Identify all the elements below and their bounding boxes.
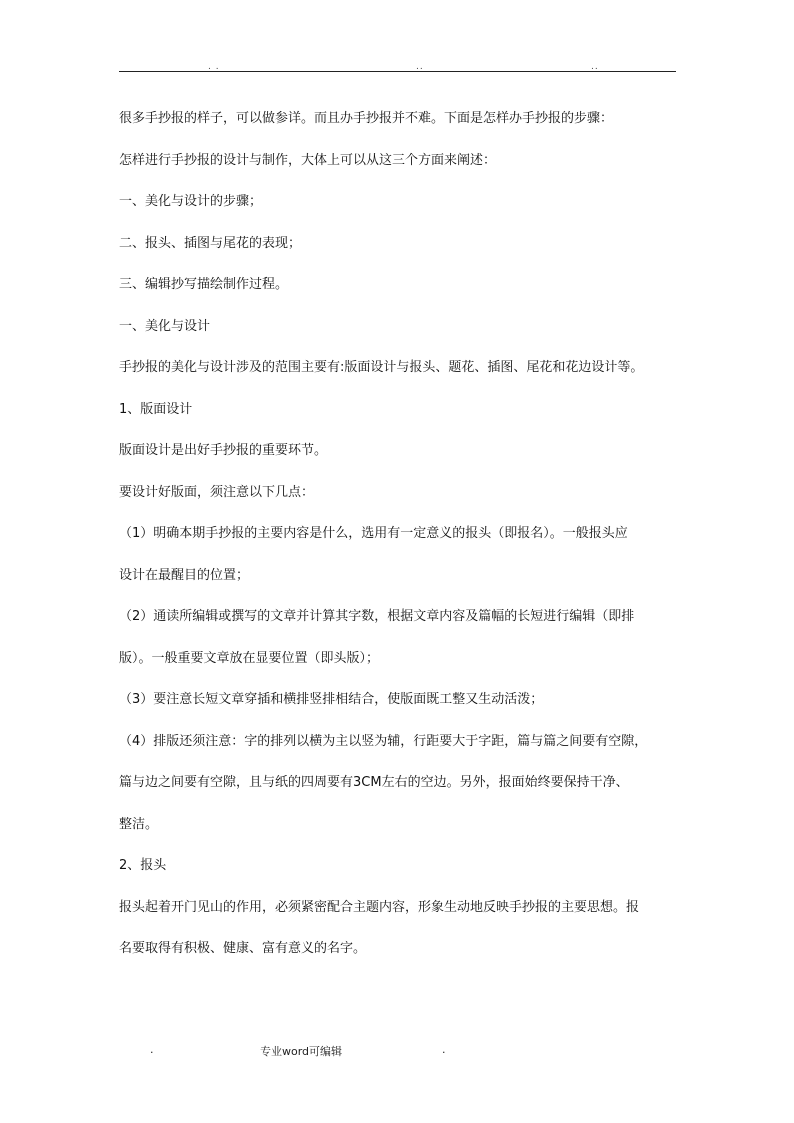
- subsection-heading-masthead: 2、报头: [119, 858, 167, 873]
- paragraph-design-scope: 手抄报的美化与设计涉及的范围主要有:版面设计与报头、题花、插图、尾花和花边设计等。: [119, 360, 644, 375]
- list-item-step-3: 三、编辑抄写描绘制作过程。: [119, 277, 289, 292]
- paragraph-point-1a: （1）明确本期手抄报的主要内容是什么，选用有一定意义的报头（即报名）。一般报头应: [119, 526, 628, 541]
- paragraph-point-1b: 设计在最醒目的位置；: [119, 568, 250, 583]
- header-dots-right: ..: [591, 62, 599, 72]
- header-dots-center: ..: [416, 62, 424, 72]
- list-item-step-1: 一、美化与设计的步骤；: [119, 194, 263, 209]
- paragraph-point-4a: （4）排版还须注意：字的排列以横为主以竖为辅，行距要大于字距，篇与篇之间要有空隙，: [119, 734, 648, 749]
- paragraph-intro: 很多手抄报的样子，可以做参详。而且办手抄报并不难。下面是怎样办手抄报的步骤：: [119, 111, 614, 126]
- paragraph-layout-notes: 要设计好版面，须注意以下几点：: [119, 485, 315, 500]
- footer-dot-right: .: [442, 1043, 446, 1056]
- paragraph-layout-importance: 版面设计是出好手抄报的重要环节。: [119, 443, 328, 458]
- paragraph-overview: 怎样进行手抄报的设计与制作，大体上可以从这三个方面来阐述：: [119, 153, 497, 168]
- footer-dot-left: .: [150, 1043, 154, 1056]
- paragraph-point-4b: 篇与边之间要有空隙，且与纸的四周要有3CM左右的空边。另外，报面始终要保持干净、: [119, 775, 629, 790]
- footer-text: 专业word可编辑: [260, 1045, 343, 1058]
- paragraph-point-4c: 整洁。: [119, 817, 159, 832]
- paragraph-point-2b: 版）。一般重要文章放在显要位置（即头版）；: [119, 651, 380, 666]
- paragraph-masthead-a: 报头起着开门见山的作用，必须紧密配合主题内容，形象生动地反映手抄报的主要思想。报: [119, 900, 640, 915]
- paragraph-masthead-b: 名要取得有积极、健康、富有意义的名字。: [119, 941, 367, 956]
- header-rule: [119, 71, 676, 72]
- subsection-heading-layout: 1、版面设计: [119, 402, 193, 417]
- paragraph-point-2a: （2）通读所编辑或撰写的文章并计算其字数，根据文章内容及篇幅的长短进行编辑（即排: [119, 609, 635, 624]
- paragraph-point-3: （3）要注意长短文章穿插和横排竖排相结合，使版面既工整又生动活泼；: [119, 692, 544, 707]
- section-heading-design: 一、美化与设计: [119, 319, 211, 334]
- list-item-step-2: 二、报头、插图与尾花的表现；: [119, 236, 302, 251]
- header-dots-left: . .: [208, 62, 220, 72]
